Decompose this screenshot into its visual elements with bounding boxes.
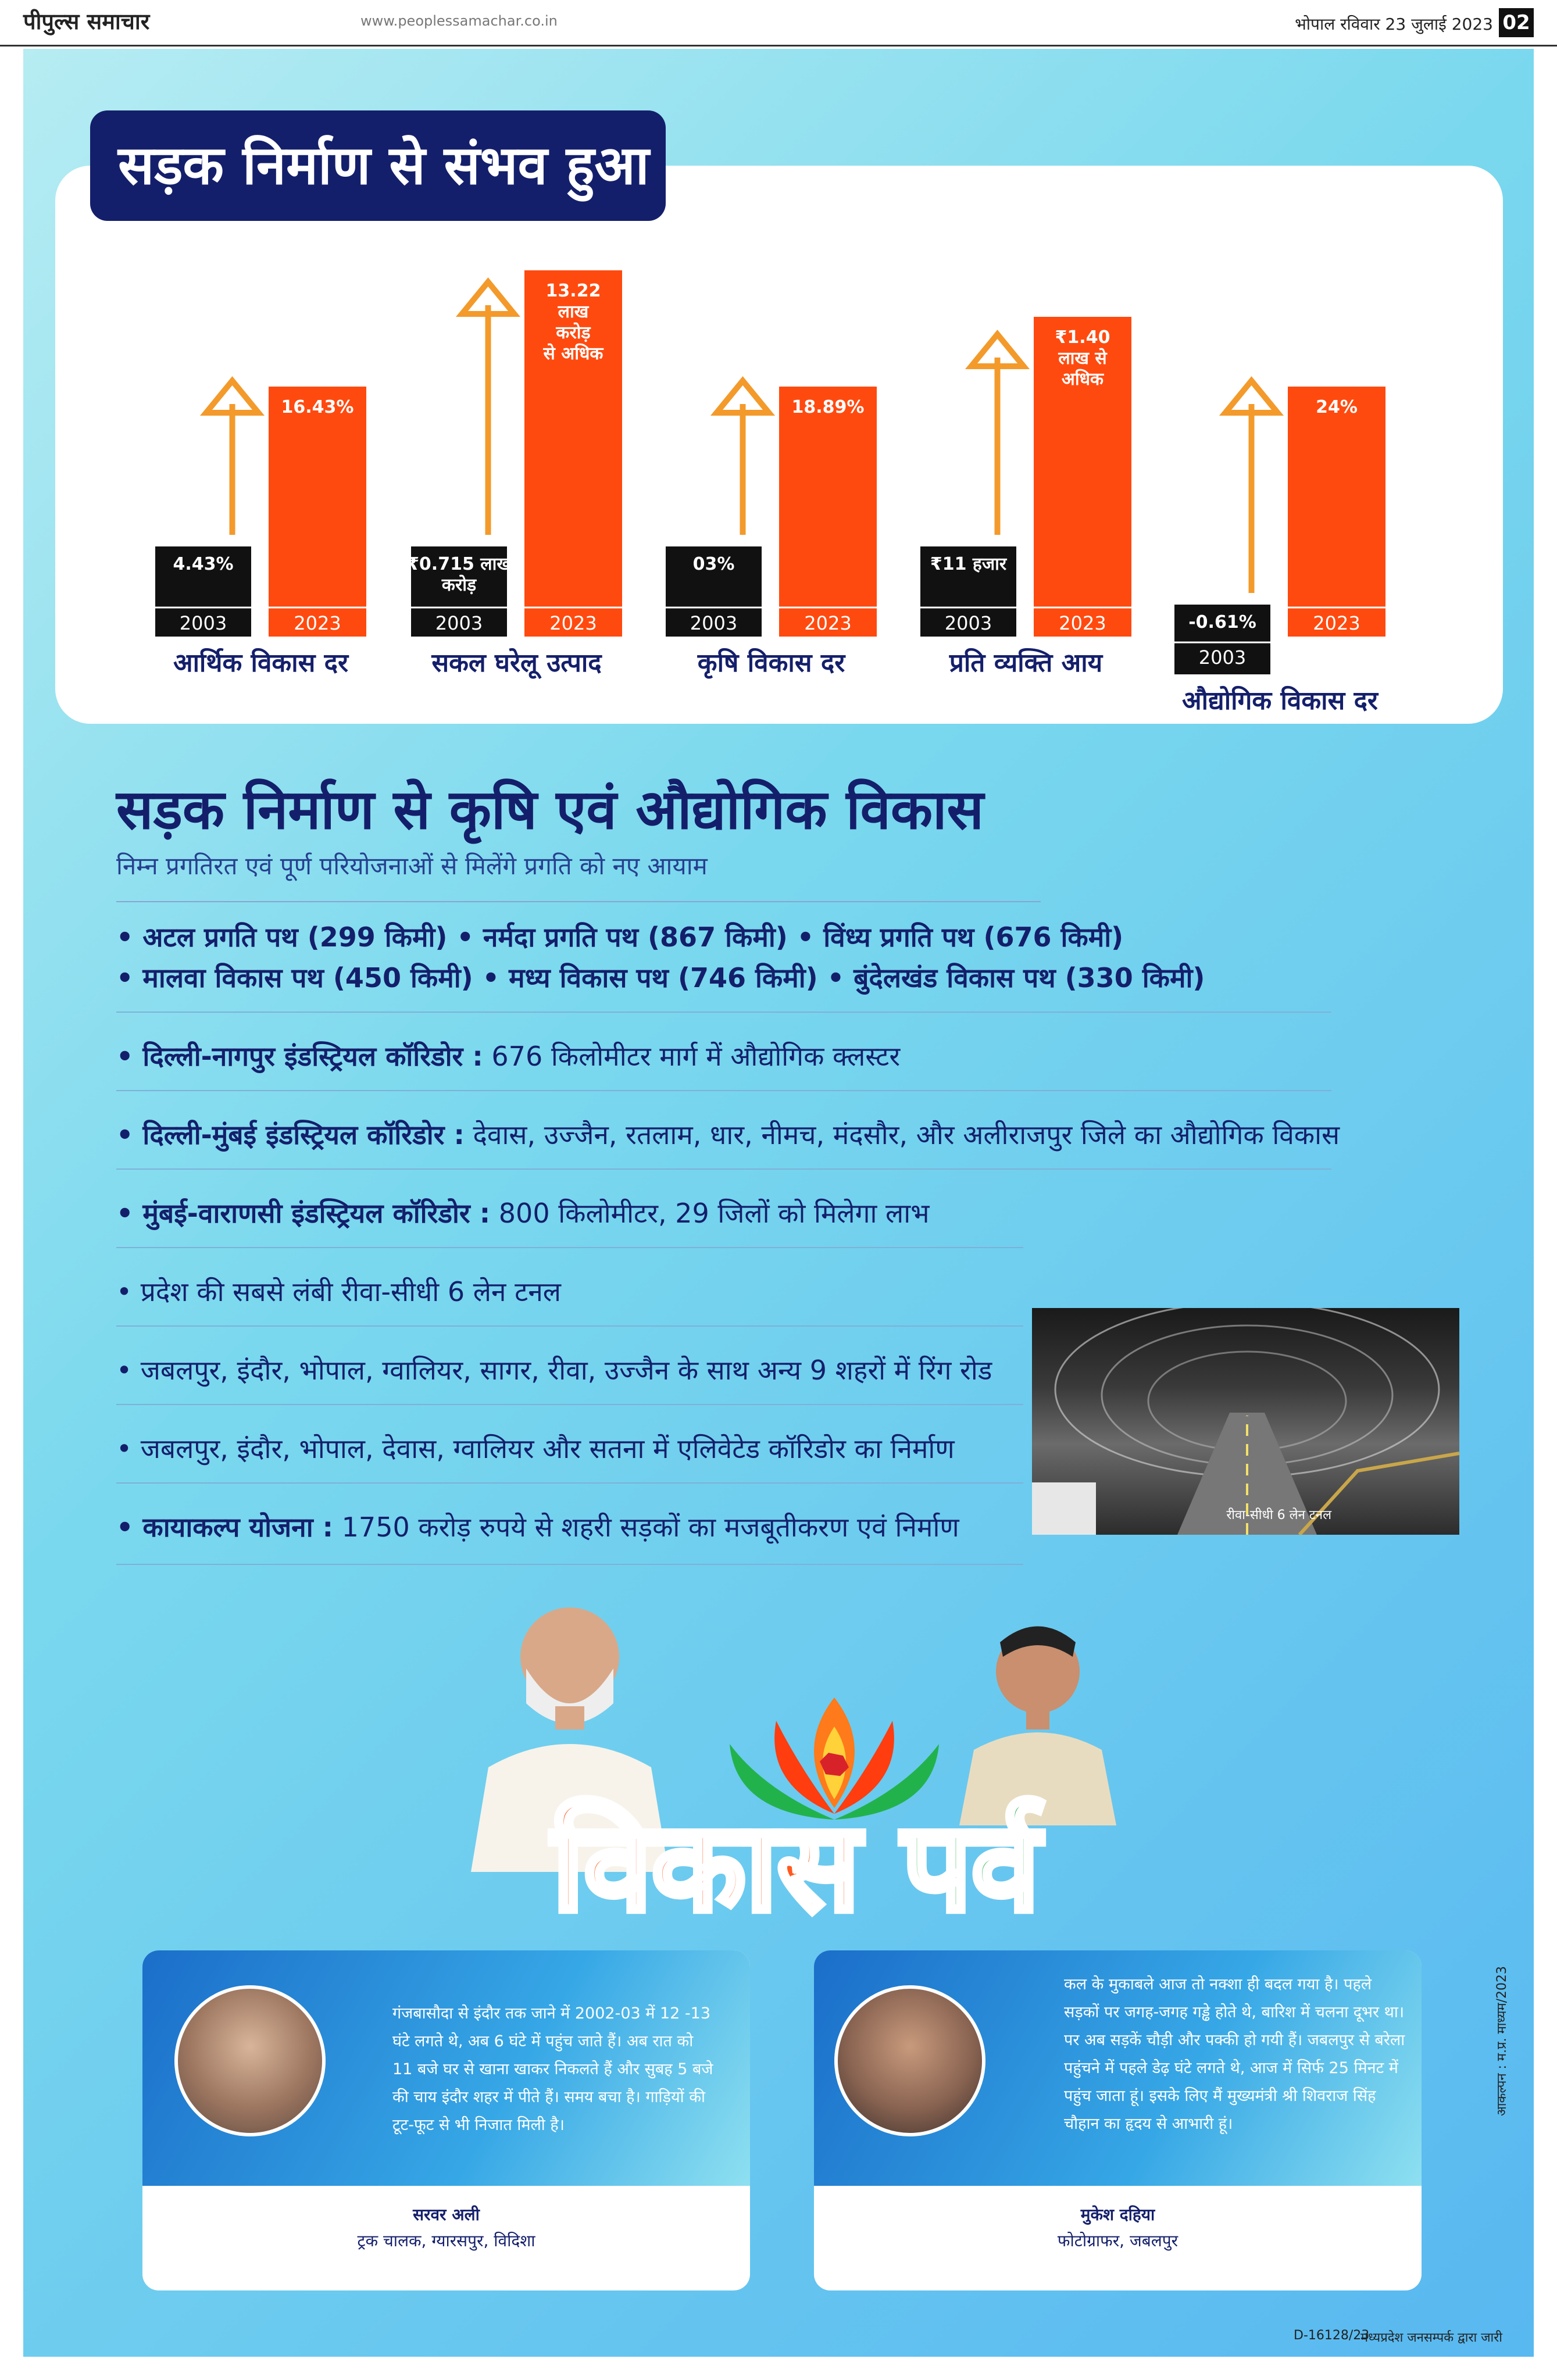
avatar xyxy=(174,1985,326,2136)
avatar xyxy=(834,1985,985,2136)
testimonial-name: सरवर अली xyxy=(413,2205,480,2224)
newspaper-logo: पीपुल्स समाचार xyxy=(23,9,150,34)
section1-title: सड़क निर्माण से संभव हुआ xyxy=(90,110,666,221)
testimonial-card xyxy=(142,1950,750,2290)
year-label-2003: 2003 xyxy=(690,612,738,634)
testimonial-quote: गंजबासौदा से इंदौर तक जाने में 2002-03 में 12 -13 घंटे लगते थे, अब 6 घंटे में पहुंच जाते हैं। अब रात को 11 बजे घर से खाना खाकर निकलते हैं और सुबह 5 बजे की चाय इंदौर शहर में पीते हैं। समय बचा है। गाड़ियों की टूट-फूट से भी निजात मिली है। xyxy=(392,2004,713,2134)
design-credit: आकल्पन : म.प्र. माध्यम/2023 xyxy=(1495,1966,1509,2116)
divider xyxy=(116,1404,1023,1405)
testimonial-role: ट्रक चालक, ग्यारसपुर, विदिशा xyxy=(357,2231,535,2250)
growth-chart xyxy=(55,166,1503,724)
divider xyxy=(116,1482,1023,1484)
data-label-2023: लाख से xyxy=(1058,348,1107,369)
list-item: • दिल्ली-मुंबई इंडस्ट्रियल कॉरिडोर : देवास, उज्जैन, रतलाम, धार, नीमच, मंदसौर, और अलीराजपुर जिले का औद्योगिक विकास xyxy=(116,1119,1340,1150)
data-label-2003: -0.61% xyxy=(1188,612,1256,632)
data-label-2023: से अधिक xyxy=(543,344,603,364)
list-item: • मालवा विकास पथ (450 किमी) • मध्य विकास पथ (746 किमी) • बुंदेलखंड विकास पथ (330 किमी) xyxy=(116,962,1205,994)
bar-2023 xyxy=(269,387,366,637)
year-label-2003: 2003 xyxy=(944,612,992,634)
data-label-2023: 18.89% xyxy=(791,397,865,417)
year-label-2023: 2023 xyxy=(1313,612,1360,634)
divider xyxy=(116,1564,1023,1565)
bar-2023 xyxy=(1288,387,1385,637)
section2-subtitle: निम्न प्रगतिरत एवं पूर्ण परियोजनाओं से मिलेंगे प्रगति को नए आयाम xyxy=(116,852,708,880)
issued-by: मध्यप्रदेश जनसम्पर्क द्वारा जारी xyxy=(1360,2331,1502,2345)
masthead xyxy=(0,0,1557,47)
data-label-2003: ₹11 हजार xyxy=(930,554,1007,574)
tunnel-caption: रीवा-सीधी 6 लेन टनल xyxy=(1226,1508,1331,1523)
data-label-2023: करोड़ xyxy=(556,323,591,343)
data-label-2003: ₹0.715 लाख xyxy=(407,554,511,574)
divider xyxy=(116,901,1041,902)
list-item: • अटल प्रगति पथ (299 किमी) • नर्मदा प्रगति पथ (867 किमी) • विंध्य प्रगति पथ (676 किमी) xyxy=(116,921,1124,953)
category-label: प्रति व्यक्ति आय xyxy=(949,648,1103,678)
tunnel-photo xyxy=(1032,1308,1459,1535)
data-label-2003: 03% xyxy=(692,554,735,574)
divider xyxy=(116,1247,1023,1248)
section2-title: सड़क निर्माण से कृषि एवं औद्योगिक विकास xyxy=(116,778,984,842)
divider xyxy=(116,1168,1331,1170)
data-label-2023: 24% xyxy=(1316,397,1358,417)
tunnel-illustration xyxy=(1032,1308,1459,1535)
ad-code: D-16128/23 xyxy=(1294,2328,1370,2343)
divider xyxy=(116,1090,1331,1091)
category-label: औद्योगिक विकास दर xyxy=(1182,686,1378,716)
divider xyxy=(116,1325,1023,1327)
data-label-2023: 16.43% xyxy=(281,397,354,417)
testimonial-role: फोटोग्राफर, जबलपुर xyxy=(1057,2231,1179,2250)
year-label-2023: 2023 xyxy=(294,612,341,634)
website-url[interactable]: www.peoplessamachar.co.in xyxy=(360,13,558,29)
bar-2023 xyxy=(779,387,877,637)
category-label: कृषि विकास दर xyxy=(697,648,845,678)
year-label-2023: 2023 xyxy=(1059,612,1106,634)
data-label-2003: 4.43% xyxy=(173,554,234,574)
data-label-2023: ₹1.40 xyxy=(1055,327,1110,348)
category-label: आर्थिक विकास दर xyxy=(173,648,349,678)
year-label-2003: 2003 xyxy=(435,612,483,634)
list-item: • मुंबई-वाराणसी इंडस्ट्रियल कॉरिडोर : 800 किलोमीटर, 29 जिलों को मिलेगा लाभ xyxy=(116,1198,930,1229)
list-item: • जबलपुर, इंदौर, भोपाल, देवास, ग्वालियर और सतना में एलिवेटेड कॉरिडोर का निर्माण xyxy=(116,1433,955,1464)
testimonial-card xyxy=(814,1950,1422,2290)
year-label-2023: 2023 xyxy=(804,612,852,634)
testimonial-name: मुकेश दहिया xyxy=(1080,2205,1155,2224)
category-label: सकल घरेलू उत्पाद xyxy=(431,648,602,678)
list-item: • जबलपुर, इंदौर, भोपाल, ग्वालियर, सागर, रीवा, उज्जैन के साथ अन्य 9 शहरों में रिंग रोड xyxy=(116,1355,992,1386)
vikas-parv-logo: विकास पर्व xyxy=(552,1796,1040,1938)
data-label-2023: लाख xyxy=(558,302,589,322)
data-label-2023: अधिक xyxy=(1061,369,1104,389)
data-label-2003: करोड़ xyxy=(441,575,477,595)
issue-date: भोपाल रविवार 23 जुलाई 2023 xyxy=(1295,15,1493,34)
list-item: • कायाकल्प योजना : 1750 करोड़ रुपये से शहरी सड़कों का मजबूतीकरण एवं निर्माण xyxy=(116,1511,959,1543)
testimonial-quote: कल के मुकाबले आज तो नक्शा ही बदल गया है। पहले सड़कों पर जगह-जगह गड्ढे होते थे, बारिश में चलना दूभर था। पर अब सड़कें चौड़ी और पक्की हो गयी हैं। जबलपुर से बरेला पहुंचने में पहले डेढ़ घंटे लगते थे, आज में सिर्फ 25 मिनट में पहुंच जाता हूं। इसके लिए मैं मुख्यमंत्री श्री शिवराज सिंह चौहान का हृदय से आभारी हूं। xyxy=(1064,1975,1405,2133)
divider xyxy=(116,1012,1331,1013)
year-label-2023: 2023 xyxy=(549,612,597,634)
data-label-2023: 13.22 xyxy=(545,281,601,301)
list-item: • दिल्ली-नागपुर इंडस्ट्रियल कॉरिडोर : 676 किलोमीटर मार्ग में औद्योगिक क्लस्टर xyxy=(116,1041,901,1072)
year-label-2003: 2003 xyxy=(1198,646,1247,669)
list-item: • प्रदेश की सबसे लंबी रीवा-सीधी 6 लेन टनल xyxy=(116,1276,561,1307)
page-number: 02 xyxy=(1499,8,1534,37)
year-label-2003: 2003 xyxy=(179,612,227,634)
